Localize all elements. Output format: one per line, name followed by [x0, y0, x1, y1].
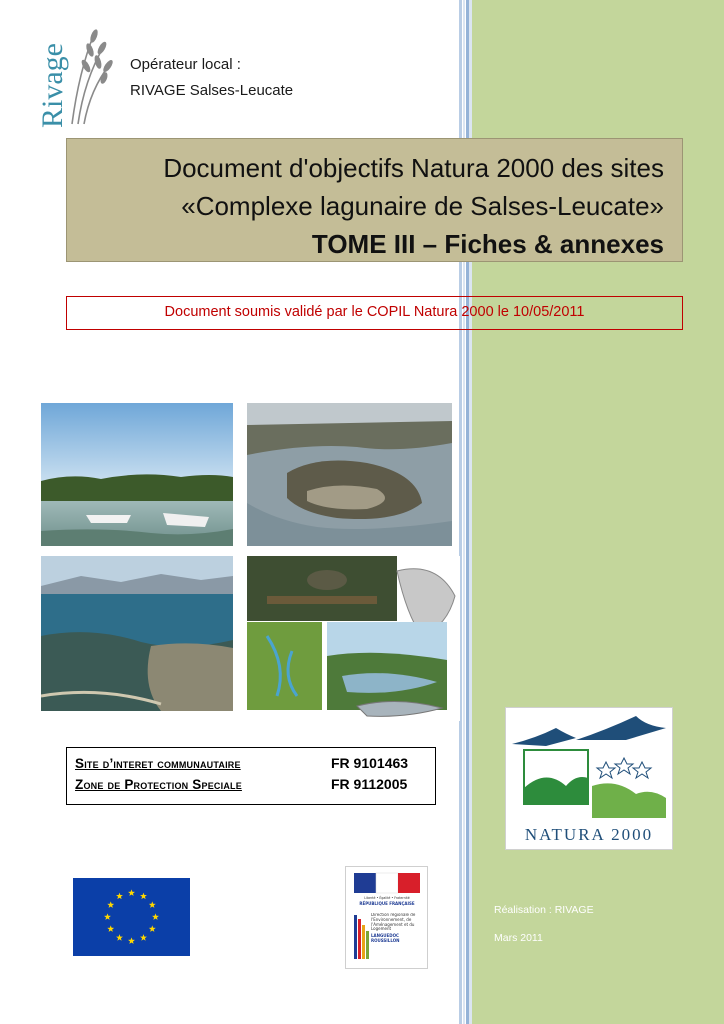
site-code-row — [75, 756, 435, 777]
document-date: Mars 2011 — [494, 932, 543, 944]
realisation-credit: Réalisation : RIVAGE — [494, 904, 594, 916]
operator-block — [130, 52, 293, 104]
svg-text:RÉPUBLIQUE FRANÇAISE: RÉPUBLIQUE FRANÇAISE — [359, 901, 415, 906]
svg-text:NATURA 2000: NATURA 2000 — [524, 825, 654, 844]
svg-text:Liberté • Égalité • Fraternité: Liberté • Égalité • Fraternité — [364, 896, 410, 900]
photo-wildlife-collage — [247, 556, 460, 721]
site-code-value: FR 9101463 — [331, 755, 409, 771]
site-code-label: Zone de Protection Speciale — [75, 777, 242, 792]
validation-notice: Document soumis validé par le COPIL Natura 2000 le 10/05/2011 — [66, 296, 683, 330]
photo-boats — [41, 403, 233, 546]
republique-francaise-logo — [345, 866, 428, 969]
title-line-3: TOME III – Fiches & annexes — [311, 229, 664, 259]
operator-name: RIVAGE Salses-Leucate — [130, 82, 294, 99]
title-line-1: Document d'objectifs Natura 2000 des sites — [163, 153, 664, 183]
operator-label: Opérateur local : — [130, 56, 241, 73]
eu-flag — [73, 878, 190, 956]
photo-aerial-lagoon — [247, 403, 452, 546]
site-code-value: FR 9112005 — [331, 776, 408, 792]
svg-text:Rivage: Rivage — [36, 43, 69, 128]
rf-region: LANGUEDOC ROUSSILLON — [371, 933, 400, 943]
rf-direction: Direction régionale de l'Environnement, de l'Aménagement et du Logement — [371, 913, 416, 932]
photo-aerial-coast — [41, 556, 233, 711]
site-code-row — [75, 777, 435, 798]
title-box — [66, 138, 683, 262]
rivage-logo — [32, 24, 116, 136]
site-code-label: Site d’interet communautaire — [75, 756, 241, 771]
natura-2000-logo — [505, 707, 673, 850]
site-codes-box — [66, 747, 436, 805]
title-line-2: «Complexe lagunaire de Salses-Leucate» — [181, 191, 664, 221]
